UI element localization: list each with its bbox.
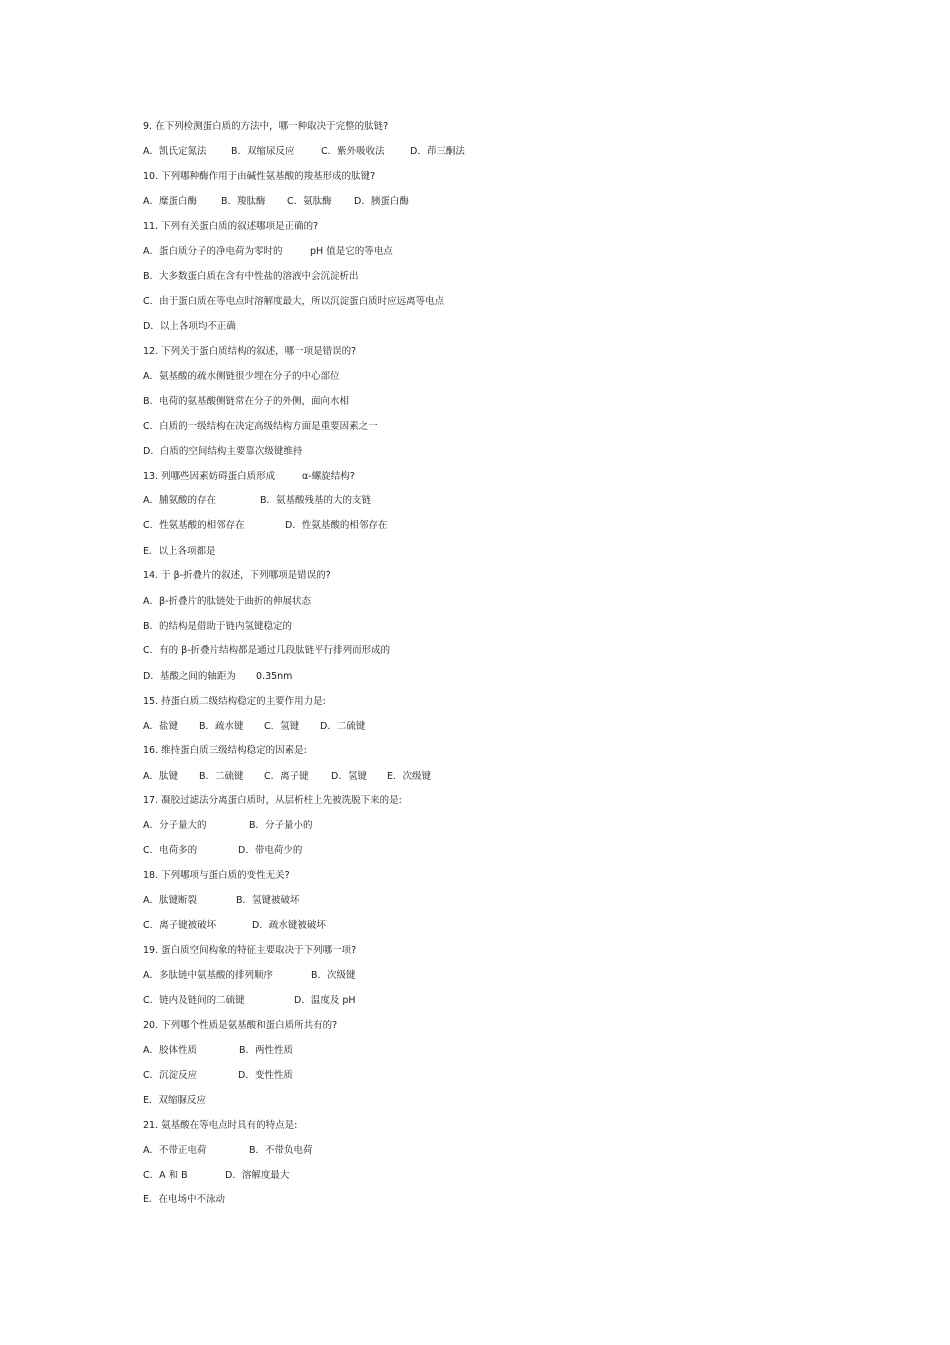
text-line [143, 420, 378, 434]
option-text: B．羧肽酶 [221, 196, 266, 207]
line-text: A．氨基酸的疏水侧链很少埋在分子的中心部位 [143, 371, 340, 382]
text-line [143, 320, 236, 334]
text-line [143, 370, 340, 384]
line-text: D．基酸之间的轴距为 [143, 671, 236, 682]
option-text: D．茚三酮法 [410, 146, 465, 157]
line-text: D．白质的空间结构主要靠次级键维持 [143, 446, 303, 457]
line-text: 12. 下列关于蛋白质结构的叙述，哪一项是错误的? [143, 346, 357, 357]
line-text: 16. 维持蛋白质三级结构稳定的因素是: [143, 745, 307, 756]
option-text: D．温度及 pH [294, 995, 356, 1006]
line-text: E．在电场中不泳动 [143, 1194, 226, 1205]
line-text: 15. 持蛋白质二级结构稳定的主要作用力是: [143, 696, 326, 707]
text-line [143, 869, 290, 883]
line-text: A．β-折叠片的肽链处于曲折的伸展状态 [143, 596, 311, 607]
text-line [143, 620, 292, 634]
line-text: 9. 在下列检测蛋白质的方法中，哪一种取决于完整的肽链? [143, 121, 389, 132]
option-text: pH 值是它的等电点 [310, 246, 393, 257]
text-line [143, 445, 302, 459]
option-text: D．带电荷少的 [238, 845, 303, 856]
line-text: 18. 下列哪项与蛋白质的变性无关? [143, 870, 290, 881]
line-text: A．分子量大的 [143, 820, 207, 831]
text-line [143, 744, 307, 758]
line-text: 20. 下列哪个性质是氨基酸和蛋白质所共有的? [143, 1020, 338, 1031]
line-text: 14. 于 β-折叠片的叙述，下列哪项是错误的? [143, 570, 331, 581]
text-line [143, 695, 326, 709]
text-line [143, 944, 356, 958]
line-text: A．盐键 [143, 721, 178, 732]
text-line [143, 1094, 206, 1108]
text-line [143, 295, 444, 309]
line-text: C．离子键被破坏 [143, 920, 217, 931]
text-line [143, 569, 331, 583]
option-text: B．分子量小的 [249, 820, 313, 831]
option-text: B．两性性质 [239, 1045, 294, 1056]
line-text: D．以上各项均不正确 [143, 321, 236, 332]
text-line [143, 644, 390, 658]
line-text: C．有的 β-折叠片结构都是通过几段肽链平行排列而形成的 [143, 645, 391, 656]
line-text: C．性氨基酸的相邻存在 [143, 520, 245, 531]
line-text: C．A 和 B [143, 1170, 188, 1181]
option-text: D．性氨基酸的相邻存在 [285, 520, 388, 531]
line-text: A．多肽链中氨基酸的排列顺序 [143, 970, 273, 981]
option-text: C．紫外吸收法 [321, 146, 385, 157]
option-text: C．氢键 [264, 721, 300, 732]
text-line [143, 1193, 225, 1207]
option-text: B．氨基酸残基的大的支链 [260, 495, 372, 506]
option-text: D．二硫键 [320, 721, 366, 732]
line-text: A．糜蛋白酶 [143, 196, 197, 207]
line-text: A．肽键断裂 [143, 895, 197, 906]
line-text: 19. 蛋白质空间构象的特征主要取决于下列哪一项? [143, 945, 357, 956]
line-text: A．蛋白质分子的净电荷为零时的 [143, 246, 283, 257]
line-text: A．不带正电荷 [143, 1145, 207, 1156]
option-text: D．变性性质 [238, 1070, 293, 1081]
text-line [143, 794, 402, 808]
option-text: B．氢键被破坏 [236, 895, 300, 906]
line-text: E．双缩脲反应 [143, 1095, 207, 1106]
line-text: C．电荷多的 [143, 845, 198, 856]
line-text: E．以上各项都是 [143, 546, 216, 557]
option-text: D．氢键 [331, 771, 367, 782]
option-text: B．二硫键 [199, 771, 244, 782]
line-text: B．的结构是借助于链内氢键稳定的 [143, 621, 293, 632]
line-text: C．由于蛋白质在等电点时溶解度最大，所以沉淀蛋白质时应远离等电点 [143, 296, 445, 307]
text-line [143, 345, 356, 359]
option-text: E．次级键 [387, 771, 432, 782]
line-text: C．沉淀反应 [143, 1070, 198, 1081]
option-text: C．离子键 [264, 771, 309, 782]
line-text: A．凯氏定氮法 [143, 146, 207, 157]
option-text: α-螺旋结构? [302, 471, 355, 482]
line-text: 21. 氨基酸在等电点时具有的特点是: [143, 1120, 298, 1131]
text-line [143, 220, 318, 234]
line-text: 17. 凝胶过滤法分离蛋白质时，从层析柱上先被洗脱下来的是: [143, 795, 402, 806]
text-line [143, 270, 359, 284]
text-line [143, 545, 216, 559]
line-text: B．大多数蛋白质在含有中性盐的溶液中会沉淀析出 [143, 271, 359, 282]
option-text: B．疏水键 [199, 721, 244, 732]
text-line [143, 395, 349, 409]
option-text: C．氨肽酶 [287, 196, 332, 207]
option-text: D．溶解度最大 [225, 1170, 290, 1181]
line-text: A．肽键 [143, 771, 178, 782]
line-text: C．链内及链间的二硫键 [143, 995, 245, 1006]
option-text: D．胰蛋白酶 [354, 196, 409, 207]
line-text: 11. 下列有关蛋白质的叙述哪项是正确的? [143, 221, 319, 232]
text-line [143, 1119, 297, 1133]
line-text: A．脯氨酸的存在 [143, 495, 216, 506]
option-text: 0.35nm [256, 671, 293, 682]
line-text: 10. 下列哪种酶作用于由碱性氨基酸的羧基形成的肽键? [143, 171, 376, 182]
line-text: 13. 列哪些因素妨碍蛋白质形成 [143, 471, 276, 482]
text-line [143, 170, 375, 184]
option-text: B．双缩尿反应 [231, 146, 295, 157]
text-line [143, 120, 388, 134]
line-text: C．白质的一级结构在决定高级结构方面是重要因素之一 [143, 421, 378, 432]
option-text: B．不带负电荷 [249, 1145, 313, 1156]
line-text: B．电荷的氨基酸侧链常在分子的外侧，面向水相 [143, 396, 350, 407]
option-text: B．次级键 [311, 970, 356, 981]
option-text: D．疏水键被破坏 [252, 920, 326, 931]
line-text: A．胶体性质 [143, 1045, 197, 1056]
text-line [143, 595, 311, 609]
text-line [143, 1019, 337, 1033]
